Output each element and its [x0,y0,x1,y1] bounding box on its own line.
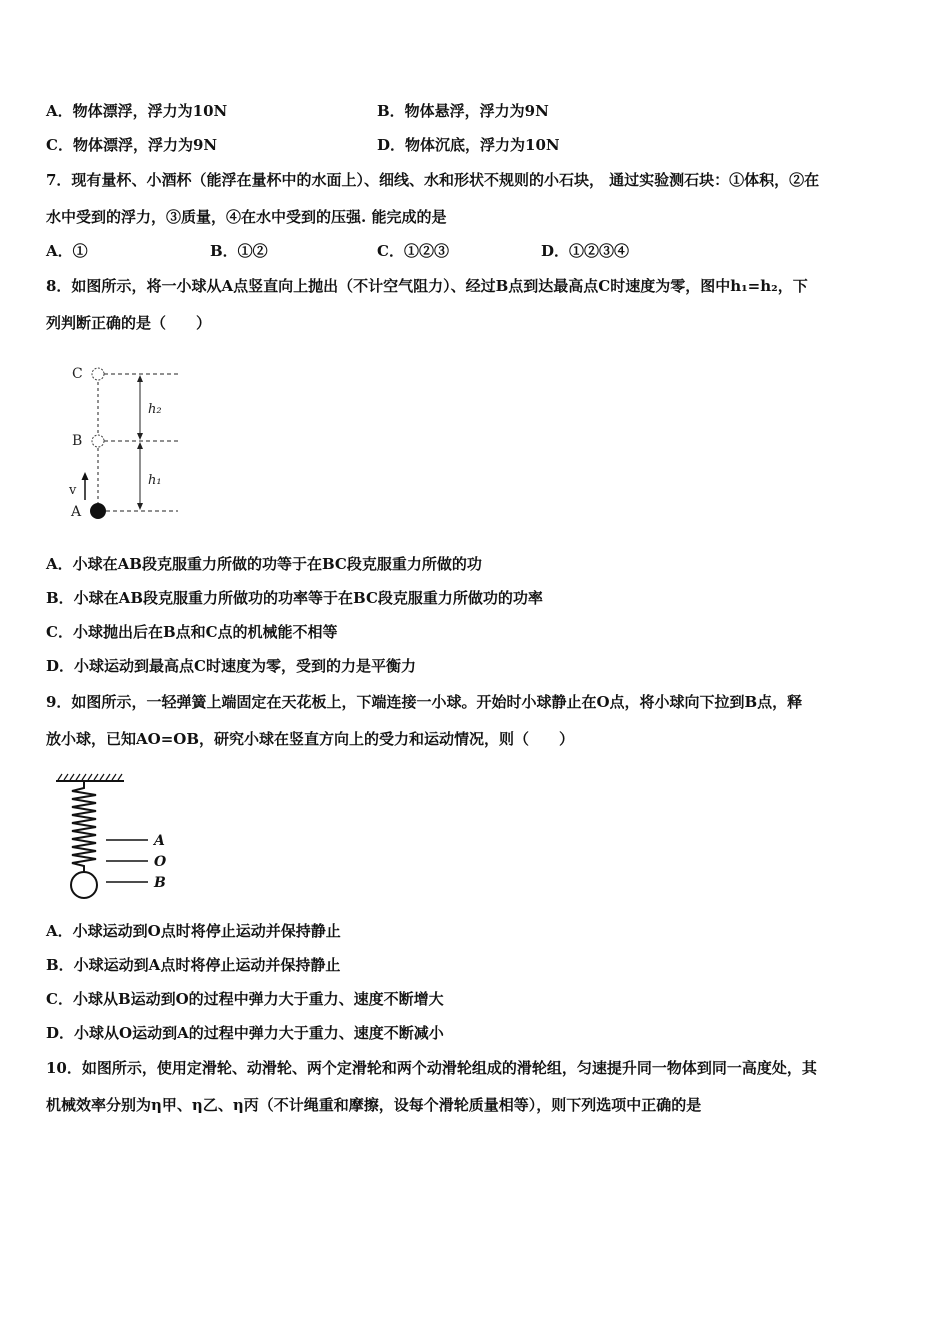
q7-option-d: D．①②③④ [541,242,630,260]
q10-stem-line2: 机械效率分别为η甲、η乙、η丙（不计绳重和摩擦，设每个滑轮质量相等），则下列选项中正确的是 [46,1096,702,1114]
q8-option-c: C．小球抛出后在B点和C点的机械能不相等 [46,623,338,641]
q8-stem-line1: 8．如图所示，将一小球从A点竖直向上抛出（不计空气阻力）、经过B点到达最高点C时速度为零，图中h₁=h₂，下 [46,277,808,295]
q7-option-b: B．①② [210,242,268,260]
q7-stem-line2: 水中受到的浮力，③质量，④在水中受到的压强. 能完成的是 [46,208,447,226]
q9-label-a: A [154,833,165,849]
q6-option-a: A．物体漂浮，浮力为10N [46,102,228,120]
q9-option-a: A．小球运动到O点时将停止运动并保持静止 [46,922,341,940]
q8-velocity-arrowhead [82,472,89,480]
q9-stem-line1: 9．如图所示，一轻弹簧上端固定在天花板上，下端连接一小球。开始时小球静止在O点，将小球向下拉到B点，释 [46,693,803,711]
q8-label-b: B [72,433,83,449]
q8-h1-arrowhead-top [137,442,143,449]
q9-option-c: C．小球从B运动到O的过程中弹力大于重力、速度不断增大 [46,990,444,1008]
q8-option-d: D．小球运动到最高点C时速度为零，受到的力是平衡力 [46,657,416,675]
q8-ball-a [90,503,106,519]
q8-h2-arrowhead-top [137,375,143,382]
q8-label-v: v [69,483,77,498]
q6-option-d: D．物体沉底，浮力为10N [377,136,560,154]
q8-h1-arrowhead-bottom [137,503,143,510]
q8-label-c: C [72,366,83,382]
q9-label-o: O [154,854,167,870]
q8-stem-line2: 列判断正确的是（ ） [46,314,212,332]
q8-label-h1: h₁ [148,473,162,488]
q9-option-b: B．小球运动到A点时将停止运动并保持静止 [46,956,341,974]
q9-stem-line2: 放小球，已知AO=OB，研究小球在竖直方向上的受力和运动情况，则（ ） [46,730,575,748]
q8-h2-arrowhead-bottom [137,433,143,440]
q8-label-h2: h₂ [148,402,162,417]
q9-label-b: B [154,875,166,891]
q10-stem-line1: 10．如图所示，使用定滑轮、动滑轮、两个定滑轮和两个动滑轮组成的滑轮组，匀速提升同一物体到同一高度处，其 [46,1059,817,1077]
q9-figure [52,772,182,902]
q9-option-d: D．小球从O运动到A的过程中弹力大于重力、速度不断减小 [46,1024,444,1042]
q8-option-b: B．小球在AB段克服重力所做功的功率等于在BC段克服重力所做功的功率 [46,589,543,607]
q8-ball-b [92,435,104,447]
q6-option-b: B．物体悬浮，浮力为9N [377,102,549,120]
q8-ball-c [92,368,104,380]
q9-spring [72,782,96,872]
q7-stem-line1: 7．现有量杯、小酒杯（能浮在量杯中的水面上）、细线、水和形状不规则的小石块， 通过实验测石块：①体积，②在 [46,171,820,189]
q9-ball [71,872,97,898]
q7-option-a: A．① [46,242,88,260]
q8-option-a: A．小球在AB段克服重力所做的功等于在BC段克服重力所做的功 [46,555,482,573]
q9-ceiling-hatch [58,774,122,780]
q6-option-c: C．物体漂浮，浮力为9N [46,136,218,154]
q8-label-a: A [71,504,82,520]
q7-option-c: C．①②③ [377,242,449,260]
q8-figure [60,360,190,525]
